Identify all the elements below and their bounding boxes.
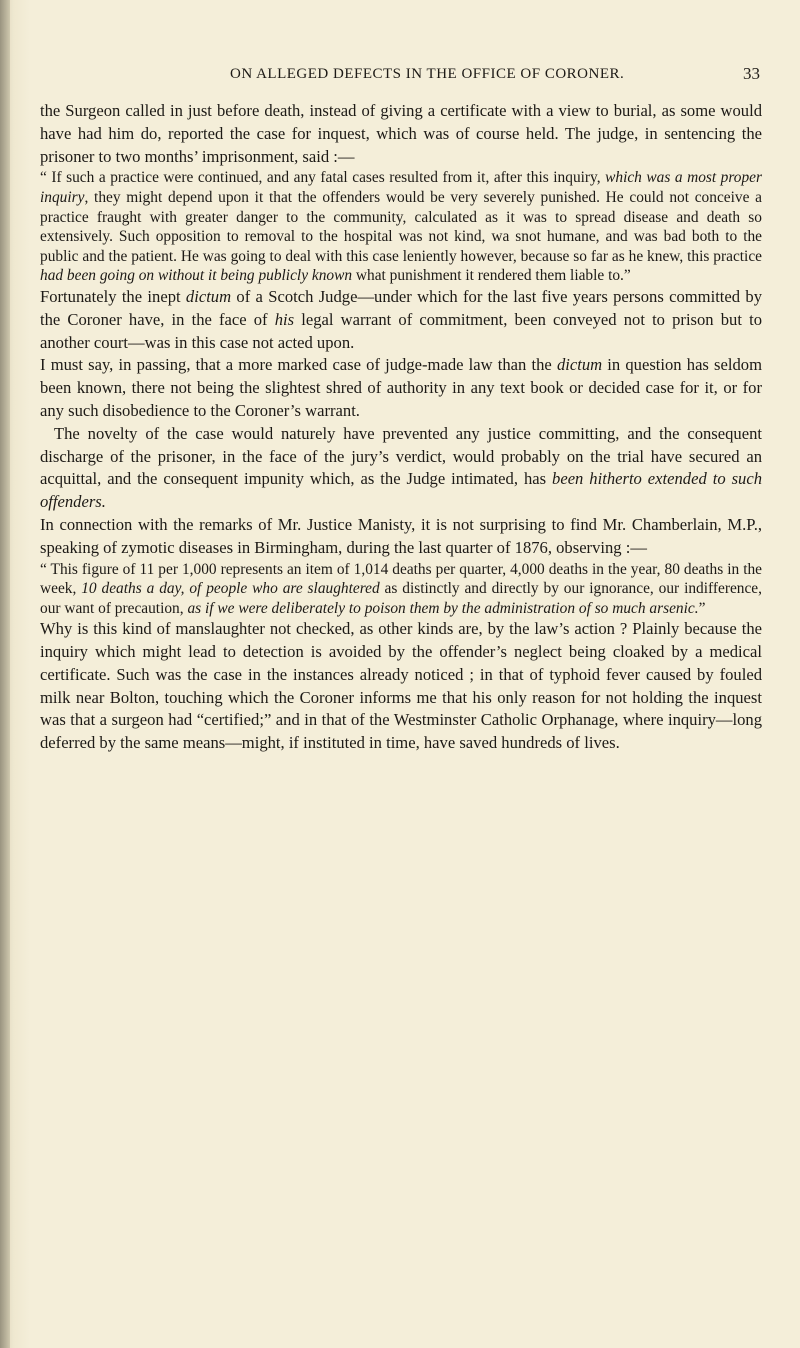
text-run: The novelty of the case would naturely have prevented any justice committing, and the consequent discharge of the prisoner, in the face of the jury’s verdict, would probably on the trial have secured an acquittal, and the consequent impunity which, as the Judge intimated, has: [40, 423, 762, 489]
text-run: the Surgeon called in just before death, instead of giving a certificate with a view to burial, as some would have had him do, reported the case for inquest, which was of course held. The judge, in sentencing the prisoner to two months’ imprisonment, said :—: [40, 101, 762, 166]
running-head: ON ALLEGED DEFECTS IN THE OFFICE OF CORONER.: [230, 66, 625, 82]
text-run: as distinctly and directly by our ignorance, our indifference, our want of precaution,: [40, 580, 762, 617]
body-text: [40, 100, 762, 755]
italic-text: been hitherto extended to such offenders.: [40, 469, 762, 512]
page-header: [40, 66, 780, 88]
italic-text: his: [274, 309, 295, 329]
text-run: I must say, in passing, that a more marked case of judge-made law than the: [40, 355, 557, 375]
text-run: Fortunately the inept: [40, 286, 186, 306]
text-run: , they might depend upon it that the offenders would be very severely punished. He could not conceive a practice fraught with greater danger to the community, calculated as it was to spread disease and death so extensively. Such opposition to removal to the hospital was not kind, wa snot humane, and was bad both to the public and the patient. He was going to deal with this case leniently however, because so far as he knew, this practice: [40, 188, 762, 265]
italic-text: which was a most proper inquiry: [40, 169, 762, 206]
italic-text: dictum: [556, 355, 603, 375]
paragraph-p1: [40, 100, 762, 168]
italic-text: had been going on without it being publicly known: [40, 267, 353, 285]
text-run: ”: [698, 599, 706, 617]
text-run: legal warrant of commitment, been conveyed not to prison but to another court—was in this case not acted upon.: [40, 309, 762, 352]
text-run: “ If such a practice were continued, and any fatal cases resulted from it, after this inquiry,: [40, 169, 606, 187]
italic-text: dictum: [185, 286, 232, 306]
page-number: 33: [743, 64, 760, 83]
paragraph-p6: [40, 514, 762, 560]
paragraph-p4: [40, 354, 762, 422]
text-run: Why is this kind of manslaughter not checked, as other kinds are, by the law’s action ? Plainly because the inquiry which might lead to detection is avoided by the offender’s neglect being cloaked by a medical certificate. Such was the case in the instances already noticed ; in that of typhoid fever caused by fouled milk near Bolton, touching which the Coroner informs me that his only reason for not holding the inquest was that a surgeon had “certified;” and in that of the Westminster Catholic Orphanage, where inquiry—long deferred by the same means—might, if instituted in time, have saved hundreds of lives.: [40, 619, 762, 753]
text-run: what punishment it rendered them liable to.”: [352, 267, 631, 285]
text-run: In connection with the remarks of Mr. Justice Manisty, it is not surprising to find Mr. Chamberlain, M.P., speaking of zymotic diseases in Birmingham, during the last quarter of 1876, observing :—: [40, 514, 762, 557]
italic-text: 10 deaths a day, of people who are slaughtered: [81, 580, 380, 598]
paragraph-p8: [40, 618, 762, 755]
text-run: in question has seldom been known, there not being the slightest shred of authority in any text book or decided case for it, or for any such disobedience to the Coroner’s warrant.: [40, 355, 762, 420]
paragraph-p7: [40, 560, 762, 619]
paragraph-p5: [40, 423, 762, 514]
text-run: “ This figure of 11 per 1,000 represents an item of 1,014 deaths per quarter, 4,000 deaths in the year, 80 deaths in the week,: [40, 560, 762, 598]
page-spine-shadow: [0, 0, 10, 1348]
italic-text: as if we were deliberately to poison them by the administration of so much arsenic.: [187, 599, 699, 617]
text-run: of a Scotch Judge—under which for the last five years persons committed by the Coroner have, in the face of: [40, 286, 762, 329]
paragraph-p2: [40, 168, 762, 286]
paragraph-p3: [40, 286, 762, 354]
